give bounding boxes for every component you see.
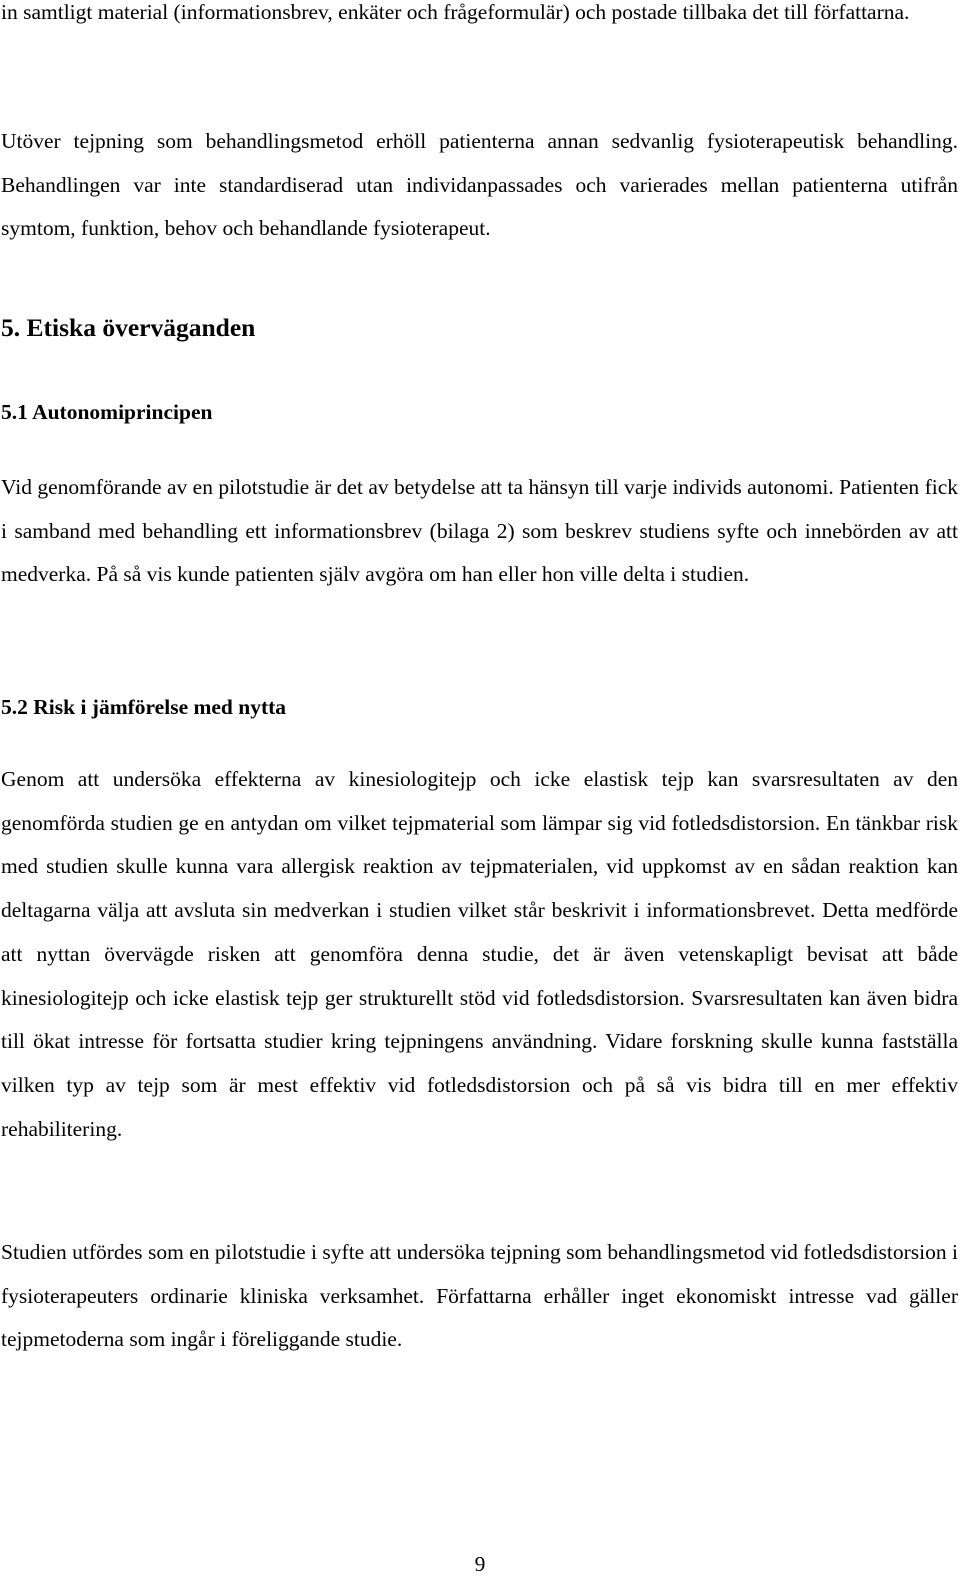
page-number: 9 — [474, 1552, 486, 1576]
subsection-heading-autonomy: 5.1 Autonomiprincipen — [1, 400, 213, 424]
paragraph-treatment: Utöver tejpning som behandlingsmetod erhöll patienterna annan sedvanlig fysioterapeutisk behandling. Behandlingen var inte standardiserad utan individanpassades och varierades mellan patienterna utifrån symtom, funktion, behov och behandlande fysioterapeut. — [1, 129, 958, 241]
paragraph-intro-continuation: in samtligt material (informationsbrev, enkäter och frågeformulär) och postade tillbaka det till författarna. — [1, 0, 910, 24]
subsection-heading-risk-benefit: 5.2 Risk i jämförelse med nytta — [1, 695, 287, 719]
paragraph-study-conduct: Studien utfördes som en pilotstudie i syfte att undersöka tejpning som behandlingsmetod vid fotledsdistorsion i fysioterapeuters ordinarie kliniska verksamhet. Författarna erhåller inget ekonomiskt intresse vad gäller tejpmetoderna som ingår i föreliggande studie. — [1, 1240, 958, 1352]
paragraph-risk-benefit: Genom att undersöka effekterna av kinesiologitejp och icke elastisk tejp kan svarsresultaten av den genomförda studien ge en antydan om vilket tejpmaterial som lämpar sig vid fotledsdistorsion. En tänkbar risk med studien skulle kunna vara allergisk reaktion av tejpmaterialen, vid uppkomst av en sådan reaktion kan deltagarna välja att avsluta sin medverkan i studien vilket står beskrivit i informationsbrevet. Detta medförde att nyttan övervägde risken att genomföra denna studie, det är även vetenskapligt bevisat att både kinesiologitejp och icke elastisk tejp ger strukturellt stöd vid fotledsdistorsion. Svarsresultaten kan även bidra till ökat intresse för fortsatta studier kring tejpningens användning. Vidare forskning skulle kunna fastställa vilken typ av tejp som är mest effektiv vid fotledsdistorsion och på så vis bidra till en mer effektiv rehabilitering. — [1, 767, 958, 1141]
paragraph-autonomy: Vid genomförande av en pilotstudie är det av betydelse att ta hänsyn till varje individs autonomi. Patienten fick i samband med behandling ett informationsbrev (bilaga 2) som beskrev studiens syfte och innebörden av att medverka. På så vis kunde patienten själv avgöra om han eller hon ville delta i studien. — [1, 475, 958, 587]
section-heading-ethics: 5. Etiska överväganden — [1, 313, 256, 342]
